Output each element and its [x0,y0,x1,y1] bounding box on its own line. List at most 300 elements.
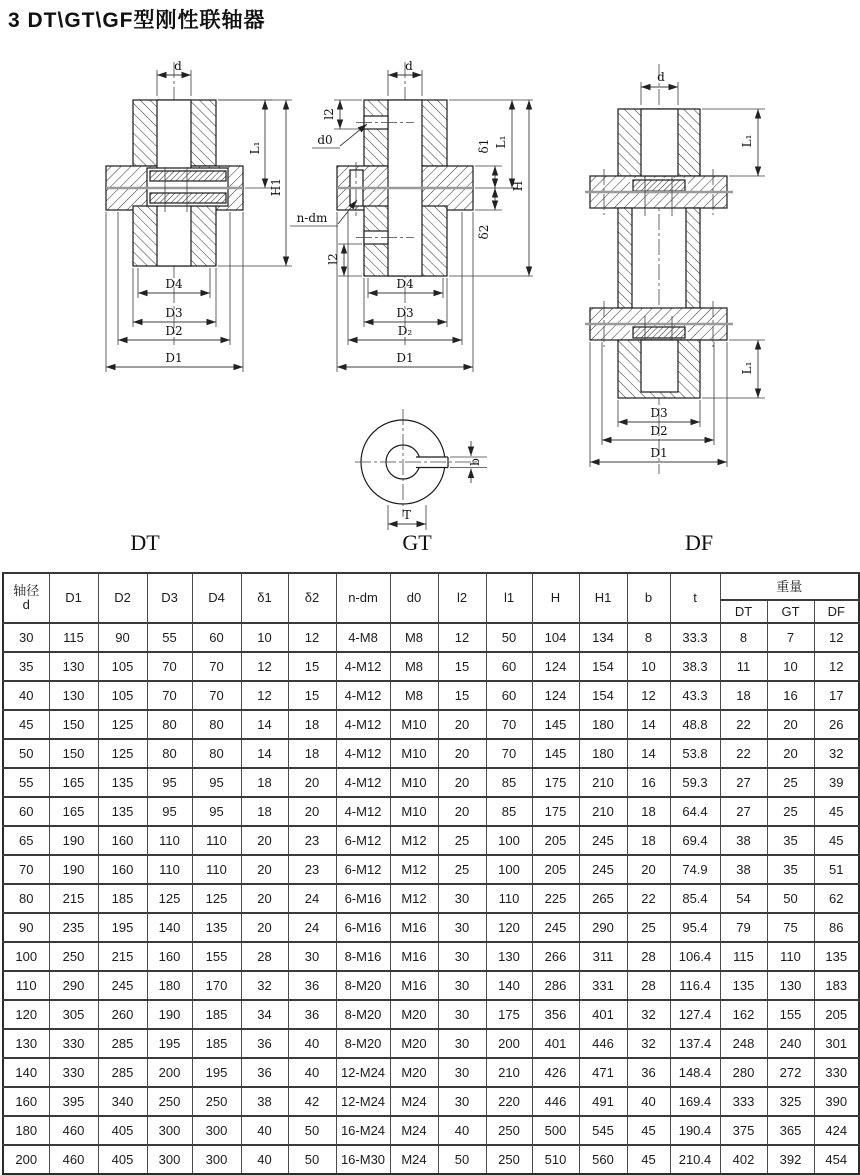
cell: 20 [627,855,670,884]
cell: M8 [390,681,438,710]
cell: 8 [627,623,670,652]
cell: M16 [390,971,438,1000]
cell: 40 [241,1116,288,1145]
cell: 70 [486,710,532,739]
cell: 116.4 [670,971,720,1000]
cell-shaft-diameter: 70 [3,855,49,884]
dimension-table [2,572,860,1175]
cell: 95 [192,797,241,826]
view-label-gt: GT [402,530,432,555]
cell: 405 [98,1116,147,1145]
cell: 265 [579,884,627,913]
cell: 10 [241,623,288,652]
col-header: D4 [192,573,241,623]
drawing-dt [106,59,292,555]
cell: 140 [147,913,192,942]
cell: M20 [390,1058,438,1087]
cell: 250 [192,1087,241,1116]
df-dim-L1-top: L₁ [740,134,754,148]
cell: 104 [532,623,579,652]
cell: 125 [147,884,192,913]
cell: 45 [627,1145,670,1174]
cell: 124 [532,681,579,710]
cell: 426 [532,1058,579,1087]
cell: 70 [147,652,192,681]
table-body [3,623,859,1174]
cell: 15 [438,681,486,710]
cell: 446 [532,1087,579,1116]
cell: M24 [390,1116,438,1145]
cell: 30 [438,1087,486,1116]
cell: 200 [486,1029,532,1058]
cell: 301 [814,1029,859,1058]
cell: 115 [720,942,767,971]
cell: 356 [532,1000,579,1029]
gt-dim-l2-bottom: l2 [326,253,340,265]
table-row [3,1058,859,1087]
dt-dim-L1: L₁ [248,141,262,155]
cell-shaft-diameter: 140 [3,1058,49,1087]
cell: 340 [98,1087,147,1116]
df-dim-D2: D2 [650,424,668,438]
cell: 18 [720,681,767,710]
table-row [3,623,859,652]
cell: 30 [438,942,486,971]
shaft-label-cn: 轴径 [13,583,40,599]
cell: 300 [147,1145,192,1174]
cell: 40 [288,1029,336,1058]
cell: 235 [49,913,98,942]
cell: 245 [579,826,627,855]
cell: 110 [486,884,532,913]
cell: 125 [192,884,241,913]
cell: 12 [814,652,859,681]
cell: 35 [767,826,814,855]
cell: 545 [579,1116,627,1145]
cell: 266 [532,942,579,971]
cell: 165 [49,797,98,826]
col-header: d0 [390,573,438,623]
cell: 145 [532,710,579,739]
cell: 20 [767,739,814,768]
cell: 6-M12 [336,826,390,855]
col-header-weight-gt: GT [767,600,814,623]
cell-shaft-diameter: 180 [3,1116,49,1145]
cell: 50 [486,623,532,652]
cell: 55 [147,623,192,652]
cell: 18 [241,797,288,826]
cell-shaft-diameter: 120 [3,1000,49,1029]
cell: 210 [579,797,627,826]
cell: 185 [192,1000,241,1029]
cell: 124 [532,652,579,681]
dt-dim-d: d [174,59,182,73]
cell: 36 [627,1058,670,1087]
cell: 25 [767,797,814,826]
cell: 85 [486,768,532,797]
cell: 290 [579,913,627,942]
cell: 18 [241,768,288,797]
cell: 130 [49,681,98,710]
cell: 20 [241,855,288,884]
cell: 115 [49,623,98,652]
cell: 14 [627,739,670,768]
cell: 205 [532,826,579,855]
cell: 30 [438,884,486,913]
cell: 36 [288,1000,336,1029]
cell: 311 [579,942,627,971]
table-row [3,826,859,855]
cell: M8 [390,623,438,652]
cell: 175 [486,1000,532,1029]
cell: 185 [192,1029,241,1058]
cell: 38 [720,855,767,884]
cell: 180 [579,710,627,739]
cell: 245 [579,855,627,884]
table-row [3,681,859,710]
cell: 210 [579,768,627,797]
table-row [3,1000,859,1029]
cell: 54 [720,884,767,913]
cell: 42 [288,1087,336,1116]
cell: 190 [147,1000,192,1029]
cell: 220 [486,1087,532,1116]
cell: M10 [390,797,438,826]
cell: 135 [192,913,241,942]
cell: 79 [720,913,767,942]
cell: 471 [579,1058,627,1087]
cell: 446 [579,1029,627,1058]
cell: 286 [532,971,579,1000]
cell: 20 [767,710,814,739]
cell: 69.4 [670,826,720,855]
gt-dim-D3: D3 [396,306,414,320]
cell: M12 [390,855,438,884]
cell-shaft-diameter: 35 [3,652,49,681]
cell: 4-M12 [336,652,390,681]
cell: 454 [814,1145,859,1174]
cell: 18 [288,739,336,768]
cell: 7 [767,623,814,652]
cell: 25 [438,855,486,884]
cell: 30 [288,942,336,971]
cell: 110 [147,855,192,884]
col-header: δ1 [241,573,288,623]
cell: 390 [814,1087,859,1116]
cell: 140 [486,971,532,1000]
cell: 190.4 [670,1116,720,1145]
cell: 330 [49,1029,98,1058]
cell: 4-M12 [336,739,390,768]
cell: 22 [720,710,767,739]
col-header: D1 [49,573,98,623]
cell: 95.4 [670,913,720,942]
cell: 135 [98,768,147,797]
dt-dim-D4: D4 [165,277,183,291]
cell: 150 [49,739,98,768]
cell: 185 [98,884,147,913]
cell: 491 [579,1087,627,1116]
cell: 210 [486,1058,532,1087]
cell: 130 [767,971,814,1000]
cell: 95 [147,768,192,797]
cell: 215 [98,942,147,971]
gt-dim-D2: D₂ [397,324,413,338]
cell: 28 [627,971,670,1000]
cell: 175 [532,797,579,826]
cell: 500 [532,1116,579,1145]
cell: 80 [147,710,192,739]
cell: 148.4 [670,1058,720,1087]
cell: 80 [192,710,241,739]
cell: 30 [438,1029,486,1058]
cell: 125 [98,710,147,739]
cell: 160 [147,942,192,971]
gt-dim-d0: d0 [317,133,333,147]
col-header: δ2 [288,573,336,623]
cell: 20 [438,768,486,797]
cell: 300 [147,1116,192,1145]
cell: 6-M16 [336,913,390,942]
cell: 205 [814,1000,859,1029]
cell: 26 [814,710,859,739]
cell-shaft-diameter: 50 [3,739,49,768]
cell-shaft-diameter: 130 [3,1029,49,1058]
gt-dim-d: d [405,59,413,73]
cell: 8-M20 [336,1000,390,1029]
cell: 285 [98,1058,147,1087]
cell: 12 [814,623,859,652]
cell: 160 [98,855,147,884]
cell: 6-M12 [336,855,390,884]
cell: 405 [98,1145,147,1174]
cell: 165 [49,768,98,797]
cell: 392 [767,1145,814,1174]
cell: 169.4 [670,1087,720,1116]
cell: 16-M24 [336,1116,390,1145]
gt-dim-D4: D4 [396,277,414,291]
df-dim-D3: D3 [650,406,668,420]
cell: 32 [627,1029,670,1058]
cell: 110 [192,826,241,855]
col-header-weight-dt: DT [720,600,767,623]
cell: 64.4 [670,797,720,826]
cell: 24 [288,884,336,913]
cell: 70 [486,739,532,768]
cell: 40 [288,1058,336,1087]
table-row [3,913,859,942]
gt-dim-l2-top: l2 [322,108,336,120]
cell: 250 [147,1087,192,1116]
cell: 36 [288,971,336,1000]
col-header: t [670,573,720,623]
cell: 27 [720,797,767,826]
col-header: H [532,573,579,623]
cell: 23 [288,855,336,884]
cell: 137.4 [670,1029,720,1058]
cell: 16 [627,768,670,797]
cell: 190 [49,855,98,884]
col-header-weight-df: DF [814,600,859,623]
cell: M10 [390,739,438,768]
cell: 401 [579,1000,627,1029]
cell-shaft-diameter: 160 [3,1087,49,1116]
cell-shaft-diameter: 100 [3,942,49,971]
cell-shaft-diameter: 60 [3,797,49,826]
cell: 35 [767,855,814,884]
dt-dim-H1: H1 [269,177,283,197]
cell: 70 [147,681,192,710]
cell: 43.3 [670,681,720,710]
cell: 17 [814,681,859,710]
cell: 23 [288,826,336,855]
page-title: 3 DT\GT\GF型刚性联轴器 [8,9,266,32]
cell: 195 [192,1058,241,1087]
table-row [3,1116,859,1145]
cell: 25 [438,826,486,855]
cell: M16 [390,913,438,942]
cell: M12 [390,884,438,913]
col-header-shaft-diameter [3,573,49,623]
cell: 134 [579,623,627,652]
cell: 8-M20 [336,1029,390,1058]
cell: 30 [438,971,486,1000]
cell: 95 [147,797,192,826]
cell: 32 [241,971,288,1000]
cell: 18 [288,710,336,739]
cell: 50 [438,1145,486,1174]
table-row [3,652,859,681]
df-dim-L1-bottom: L₁ [740,361,754,375]
weight-header: 重量 [720,573,859,600]
cell: 32 [814,739,859,768]
gt-dim-ndm: n-dm [296,211,328,225]
dt-dim-D1: D1 [165,351,183,365]
cell: M16 [390,942,438,971]
gt-dim-delta2: δ2 [477,224,491,240]
cell: 12-M24 [336,1058,390,1087]
table-row [3,739,859,768]
cell: 375 [720,1116,767,1145]
col-header: l2 [438,573,486,623]
cell: 180 [147,971,192,1000]
cell: 280 [720,1058,767,1087]
cell: M24 [390,1145,438,1174]
cell: 60 [486,681,532,710]
cell: 154 [579,652,627,681]
cell-shaft-diameter: 45 [3,710,49,739]
cell: 560 [579,1145,627,1174]
cell: 305 [49,1000,98,1029]
cell-shaft-diameter: 200 [3,1145,49,1174]
view-label-df: DF [684,530,714,555]
cell: 11 [720,652,767,681]
cell: 110 [192,855,241,884]
cell: 12 [627,681,670,710]
cell: 100 [486,855,532,884]
cell-shaft-diameter: 90 [3,913,49,942]
view-label-dt: DT [130,530,160,555]
cell: 20 [288,768,336,797]
cell: 74.9 [670,855,720,884]
cell: 331 [579,971,627,1000]
cell: 50 [288,1145,336,1174]
cell: 15 [288,652,336,681]
cell: 50 [288,1116,336,1145]
cell: 110 [147,826,192,855]
cell: 53.8 [670,739,720,768]
cell: 460 [49,1145,98,1174]
cell: 12 [241,652,288,681]
cell: 16 [767,681,814,710]
table-row [3,710,859,739]
cell: 80 [192,739,241,768]
cell: 127.4 [670,1000,720,1029]
cell: 4-M12 [336,710,390,739]
cell: 4-M12 [336,768,390,797]
cell: 45 [814,826,859,855]
cell: 190 [49,826,98,855]
cell: 40 [241,1145,288,1174]
col-header: l1 [486,573,532,623]
cell: 135 [720,971,767,1000]
cell: 155 [767,1000,814,1029]
table-row [3,942,859,971]
cell: 365 [767,1116,814,1145]
cell: 51 [814,855,859,884]
cell: 272 [767,1058,814,1087]
cell: 10 [767,652,814,681]
cell: 14 [241,710,288,739]
cell: 30 [438,913,486,942]
cell: 85.4 [670,884,720,913]
cell: 155 [192,942,241,971]
cell: 38 [241,1087,288,1116]
table-row [3,768,859,797]
cell: 330 [49,1058,98,1087]
cell: 170 [192,971,241,1000]
cell: M20 [390,1000,438,1029]
cell: 20 [438,797,486,826]
cell: 39 [814,768,859,797]
cell: 22 [720,739,767,768]
cell: 8-M16 [336,942,390,971]
cell: 333 [720,1087,767,1116]
gt-dim-H: H [511,180,525,192]
cell: 34 [241,1000,288,1029]
cell: 154 [579,681,627,710]
cell: 183 [814,971,859,1000]
cell: M10 [390,768,438,797]
cell: 60 [486,652,532,681]
cell: 40 [438,1116,486,1145]
cell: 27 [720,768,767,797]
cell: 205 [532,855,579,884]
cell: 48.8 [670,710,720,739]
cell: 24 [288,913,336,942]
cell: 510 [532,1145,579,1174]
cell: 210.4 [670,1145,720,1174]
cell-shaft-diameter: 65 [3,826,49,855]
cell-shaft-diameter: 110 [3,971,49,1000]
cell: 20 [241,884,288,913]
cell: 50 [767,884,814,913]
cell: 215 [49,884,98,913]
cell-shaft-diameter: 55 [3,768,49,797]
dt-dim-D2: D2 [165,324,183,338]
cell: 395 [49,1087,98,1116]
cell: 20 [241,913,288,942]
